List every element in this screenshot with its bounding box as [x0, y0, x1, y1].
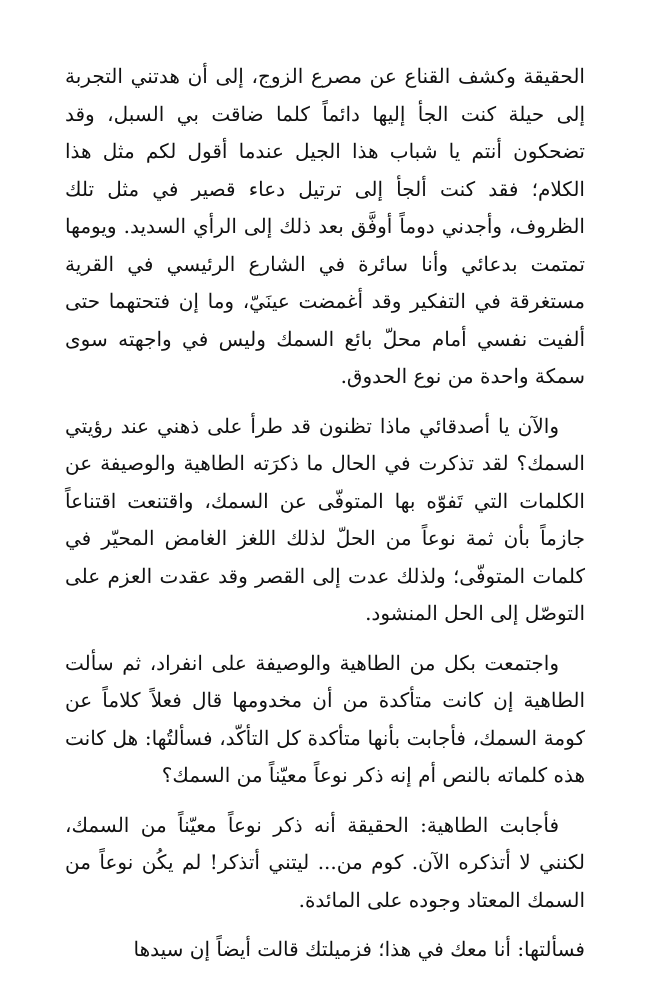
paragraph-cook-answer: فأجابت الطاهية: الحقيقة أنه ذكر نوعاً معيّناً من السمك، لكنني لا أتذكره الآن. كوم من... ليتني أتذكر! لم يكُن نوعاً من السمك المعتاد وجوده على المائدة.: [65, 812, 585, 912]
paragraph-fish-memory: والآن يا أصدقائي ماذا تظنون قد طرأ على ذهني عند رؤيتي السمك؟ لقد تذكرت في الحال ما ذكرَته الطاهية والوصيفة عن الكلمات التي تَفوّه بها المتوفّى عن السمك، واقتنعت اقتناعاً جازماً بأن ثمة نوعاً من الحلّ لذلك اللغز الغامض المحيّر في كلمات المتوفّى؛ ولذلك عدت إلى القصر وقد عقدت العزم على التوصّل إلى الحل المنشود.: [65, 413, 585, 625]
text-column: [65, 58, 585, 981]
paragraph-cook-question: واجتمعت بكل من الطاهية والوصيفة على انفراد، ثم سألت الطاهية إن كانت متأكدة من أن مخدومها قال فعلاً كلاماً عن كومة السمك، فأجابت بأنها متأكدة كل التأكّد، فسألتُها: هل كانت هذه كلماته بالنص أم إنه ذكر نوعاً معيّناً من السمك؟: [65, 650, 585, 787]
paragraph-final-question: فسألتها: أنا معك في هذا؛ فزميلتك قالت أيضاً إن سيدها: [133, 937, 585, 961]
paragraph-continuation: الحقيقة وكشف القناع عن مصرع الزوج، إلى أن هدتني التجربة إلى حيلة كنت الجأ إليها دائماً كلما ضاقت بي السبل، وقد تضحكون أنتم يا شباب هذا الجيل عندما أقول لكم مثل هذا الكلام؛ فقد كنت ألجأ إلى ترتيل دعاء قصير في مثل تلك الظروف، وأجدني دوماً أوفَّق بعد ذلك إلى الرأي السديد. ويومها تمتمت بدعائي وأنا سائرة في الشارع الرئيسي في القرية مستغرقة في التفكير وقد أغمضت عينَيّ، وما إن فتحتهما حتى ألفيت نفسي أمام محلّ بائع السمك وليس في واجهته سوى سمكة واحدة من نوع الحدوق.: [65, 64, 585, 388]
